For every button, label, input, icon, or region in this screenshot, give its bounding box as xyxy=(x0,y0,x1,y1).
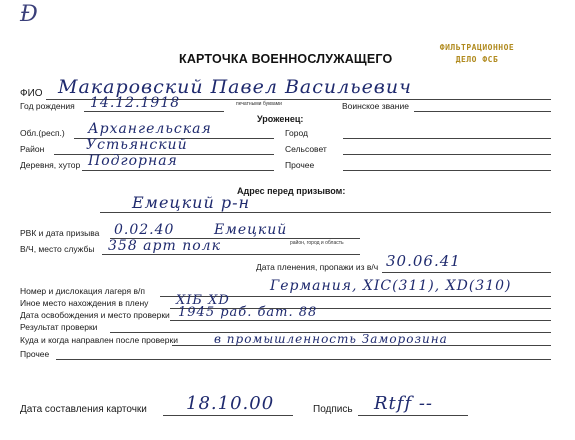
other-origin-underline xyxy=(343,170,551,171)
district-value: Устьянский xyxy=(86,137,188,153)
birth-year-label: Год рождения xyxy=(20,101,75,111)
rank-label: Воинское звание xyxy=(342,101,409,111)
card-title: КАРТОЧКА ВОЕННОСЛУЖАЩЕГО xyxy=(179,52,393,66)
release-value: 1945 раб. бат. 88 xyxy=(178,305,318,320)
sent-value: в промышленность Заморозина xyxy=(214,332,448,346)
stamp-line-2: ДЕЛО ФСБ xyxy=(455,55,499,64)
other-captivity-value: XIБ XD xyxy=(176,293,230,308)
village-label: Деревня, хутор xyxy=(20,160,81,170)
compiled-underline xyxy=(163,415,293,416)
city-label: Город xyxy=(285,128,308,138)
other-underline xyxy=(56,359,551,360)
signature-label: Подпись xyxy=(313,404,353,415)
pre-draft-heading: Адрес перед призывом: xyxy=(237,186,346,196)
region-value: Архангельская xyxy=(88,121,212,137)
council-underline xyxy=(343,154,551,155)
other-label: Прочее xyxy=(20,349,50,359)
unit-label: В/Ч, место службы xyxy=(20,244,95,254)
birth-year-underline xyxy=(84,111,224,112)
rvk-place-value: Емецкий xyxy=(214,222,288,238)
signature-underline xyxy=(358,415,468,416)
fio-label: ФИО xyxy=(20,88,43,99)
origin-heading: Уроженец: xyxy=(257,114,304,124)
village-value: Подгорная xyxy=(88,153,178,169)
fio-hint: печатными буквами xyxy=(236,101,282,107)
camp-value: Германия, XIC(311), XD(310) xyxy=(270,278,512,294)
corner-mark: Ð xyxy=(20,2,39,27)
birth-year-value: 14.12.1918 xyxy=(90,95,181,111)
district-label: Район xyxy=(20,144,45,154)
check-result-label: Результат проверки xyxy=(20,322,98,332)
rvk-label: РВК и дата призыва xyxy=(20,228,100,238)
compiled-value: 18.10.00 xyxy=(186,393,275,414)
sent-label: Куда и когда направлен после проверки xyxy=(20,335,178,345)
region-label: Обл.(респ.) xyxy=(20,128,65,138)
rvk-date-value: 0.02.40 xyxy=(114,222,175,238)
compiled-label: Дата составления карточки xyxy=(20,404,147,415)
city-underline xyxy=(343,138,551,139)
capture-underline xyxy=(382,272,551,273)
signature-value: Rtff -- xyxy=(374,393,433,414)
village-underline xyxy=(82,170,274,171)
capture-label: Дата пленения, пропажи из в/ч xyxy=(256,262,379,272)
fsb-stamp xyxy=(418,42,536,66)
pre-draft-value: Емецкий р-н xyxy=(132,193,251,212)
rank-underline xyxy=(414,111,551,112)
unit-underline xyxy=(102,254,360,255)
council-label: Сельсовет xyxy=(285,144,327,154)
fio-value: Макаровский Павел Васильевич xyxy=(58,76,412,98)
other-origin-label: Прочее xyxy=(285,160,315,170)
rvk-hint: район, город и область xyxy=(290,240,344,246)
capture-value: 30.06.41 xyxy=(386,252,461,270)
unit-value: 358 арт полк xyxy=(108,238,221,254)
release-label: Дата освобождения и место проверки xyxy=(20,310,170,320)
camp-label: Номер и дислокация лагеря в/п xyxy=(20,286,145,296)
release-underline xyxy=(170,320,551,321)
pre-draft-underline xyxy=(100,212,551,213)
other-captivity-label: Иное место нахождения в плену xyxy=(20,298,149,308)
stamp-line-1: ФИЛЬТРАЦИОННОЕ xyxy=(439,43,515,52)
